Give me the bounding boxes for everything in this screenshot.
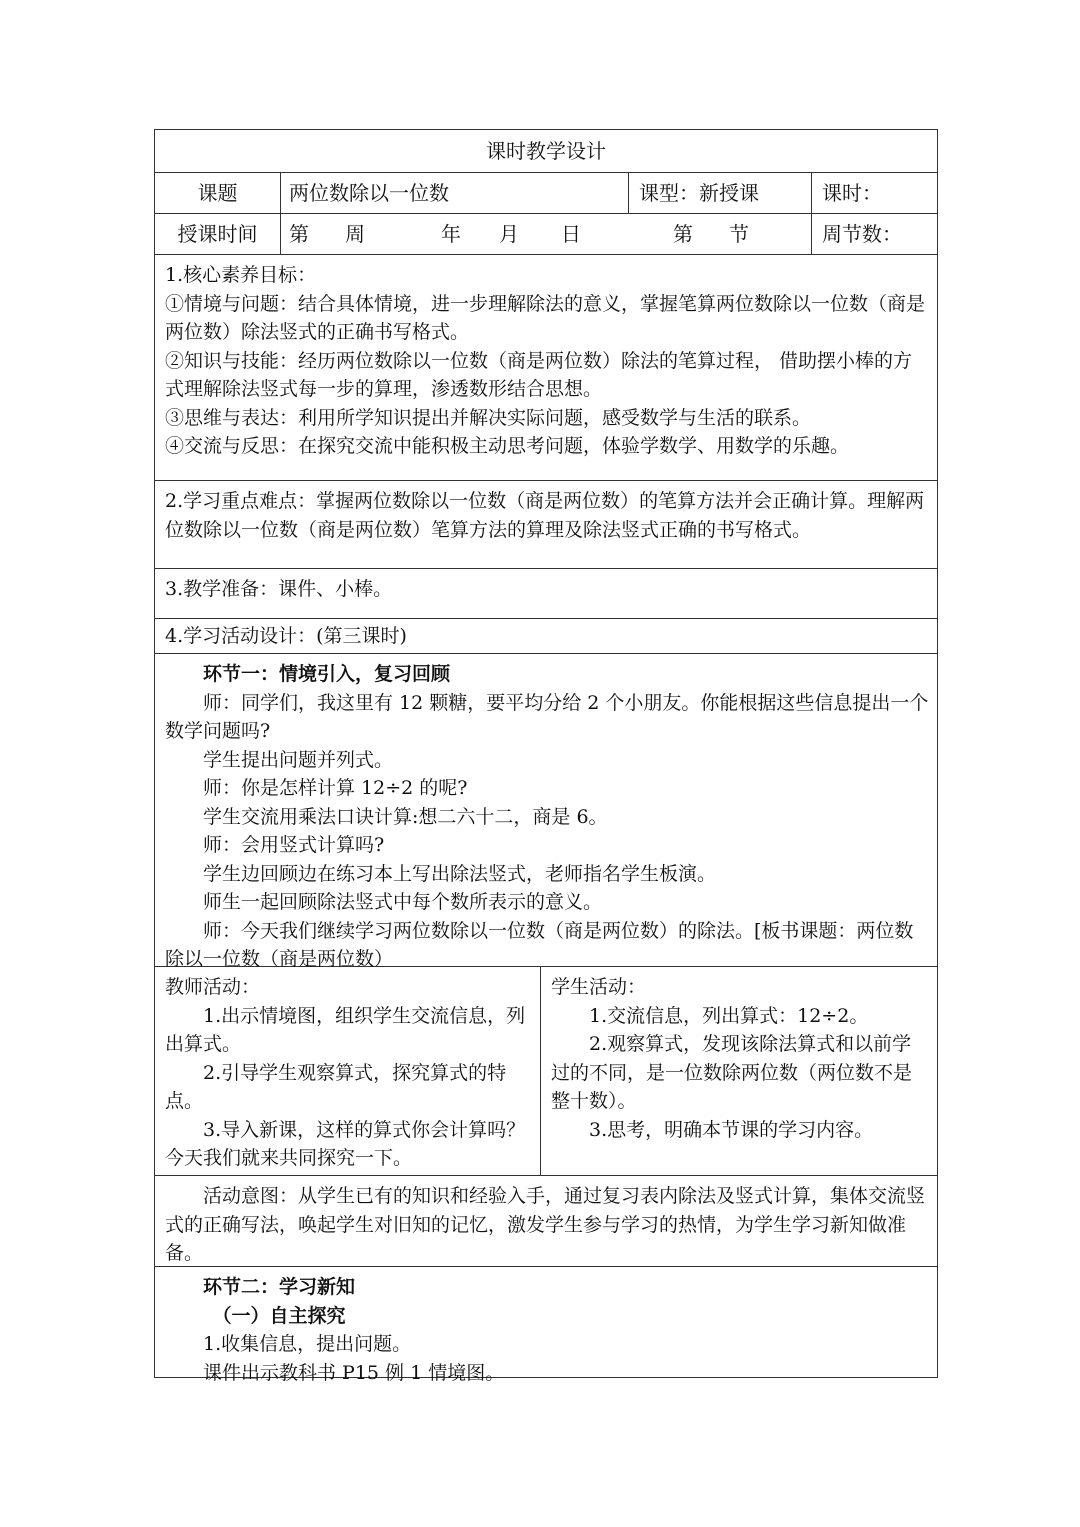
lesson-hours: 课时： — [822, 181, 882, 205]
goal-item: ④交流与反思：在探究交流中能积极主动思考问题，体验学数学、用数学的乐趣。 — [165, 435, 850, 457]
stage-two-subheading: （一）自主探究 — [212, 1304, 346, 1327]
core-goals — [155, 255, 937, 481]
teacher-activities — [155, 967, 541, 1175]
time-label: 授课时间 — [155, 214, 281, 254]
topic-value: 两位数除以一位数 — [281, 173, 629, 213]
year-unit: 年 — [441, 222, 461, 246]
student-item: 3.思考，明确本节课的学习内容。 — [589, 1118, 874, 1141]
stage-one-line: 学生边回顾边在练习本上写出除法竖式，老师指名学生板演。 — [203, 862, 717, 885]
goals-heading: 1.核心素养目标： — [165, 264, 317, 286]
student-activities — [541, 967, 937, 1175]
goal-item: ②知识与技能：经历两位数除以一位数（商是两位数）除法的笔算过程， 借助摆小棒的方式理解除法竖式每一步的算理，渗透数形结合思想。 — [165, 349, 913, 400]
stage-two-line: 1.收集信息，提出问题。 — [203, 1333, 412, 1355]
intent-text: 活动意图：从学生已有的知识和经验入手，通过复习表内除法及竖式计算，集体交流竖式的正确写法，唤起学生对旧知的记忆，激发学生参与学习的热情，为学生学习新知做准备。 — [165, 1185, 926, 1264]
month-unit: 月 — [499, 222, 519, 246]
section-unit: 节 — [729, 222, 749, 246]
stage-two-heading: 环节二：学习新知 — [203, 1276, 356, 1298]
goal-item: ①情境与问题：结合具体情境，进一步理解除法的意义，掌握笔算两位数除以一位数（商是两位数）除法竖式的正确书写格式。 — [165, 292, 926, 343]
student-item: 1.交流信息，列出算式：12÷2。 — [589, 1004, 869, 1027]
stage-two — [155, 1267, 937, 1384]
teacher-item: 3.导入新课，这样的算式你会计算吗？今天我们就来共同探究一下。 — [165, 1118, 526, 1169]
lesson-type: 课型：新授课 — [629, 173, 812, 213]
preparation-text: 3.教学准备：课件、小棒。 — [165, 578, 393, 600]
time-row — [155, 214, 937, 255]
stage-two-line: 课件出示教科书 P15 例 1 情境图。 — [203, 1361, 505, 1384]
teacher-heading: 教师活动： — [165, 976, 261, 998]
stage-one-line: 师生一起回顾除法竖式中每个数所表示的意义。 — [203, 891, 603, 913]
stage-one-line: 师：你是怎样计算 12÷2 的呢? — [203, 777, 468, 799]
section-prefix: 第 — [673, 222, 693, 246]
stage-one-line: 师：同学们，我这里有 12 颗糖，要平均分给 2 个小朋友。你能根据这些信息提出一个数学问题吗? — [165, 691, 929, 742]
student-heading: 学生活动： — [551, 976, 647, 998]
topic-row — [155, 173, 937, 214]
preparation — [155, 569, 937, 619]
stage-one-heading: 环节一：情境引入，复习回顾 — [203, 663, 451, 685]
doc-title: 课时教学设计 — [155, 130, 937, 173]
student-item: 2.观察算式，发现该除法算式和以前学过的不同，是一位数除两位数（两位数不是整十数）。 — [551, 1033, 913, 1112]
stage-one-line: 学生交流用乘法口诀计算:想二六十二，商是 6。 — [203, 805, 608, 828]
lesson-plan-table — [154, 129, 938, 1384]
topic-label: 课题 — [155, 173, 281, 213]
stage-one-line: 师：今天我们继续学习两位数除以一位数（商是两位数）的除法。[板书课题：两位数除以一位数（商是两位数） — [165, 919, 914, 970]
key-points-text: 2.学习重点难点：掌握两位数除以一位数（商是两位数）的笔算方法并会正确计算。理解两位数除以一位数（商是两位数）笔算方法的算理及除法竖式正确的书写格式。 — [165, 490, 925, 541]
activity-design — [155, 619, 937, 654]
time-value — [281, 214, 812, 254]
activity-intent — [155, 1176, 937, 1267]
teacher-item: 1.出示情境图，组织学生交流信息，列出算式。 — [165, 1004, 526, 1055]
stage-one-line: 师：会用竖式计算吗? — [203, 834, 385, 856]
stage-one — [155, 654, 937, 970]
period-count: 周节数： — [822, 222, 902, 246]
day-unit: 日 — [561, 222, 581, 246]
activity-design-text: 4.学习活动设计：(第三课时) — [165, 625, 407, 647]
stage-one-line: 学生提出问题并列式。 — [203, 748, 394, 771]
teacher-item: 2.引导学生观察算式，探究算式的特点。 — [165, 1061, 507, 1112]
week-label: 第 — [289, 222, 309, 246]
activities-row — [155, 967, 937, 1176]
key-points — [155, 481, 937, 569]
goal-item: ③思维与表达：利用所学知识提出并解决实际问题，感受数学与生活的联系。 — [165, 406, 812, 429]
week-unit: 周 — [345, 222, 365, 246]
